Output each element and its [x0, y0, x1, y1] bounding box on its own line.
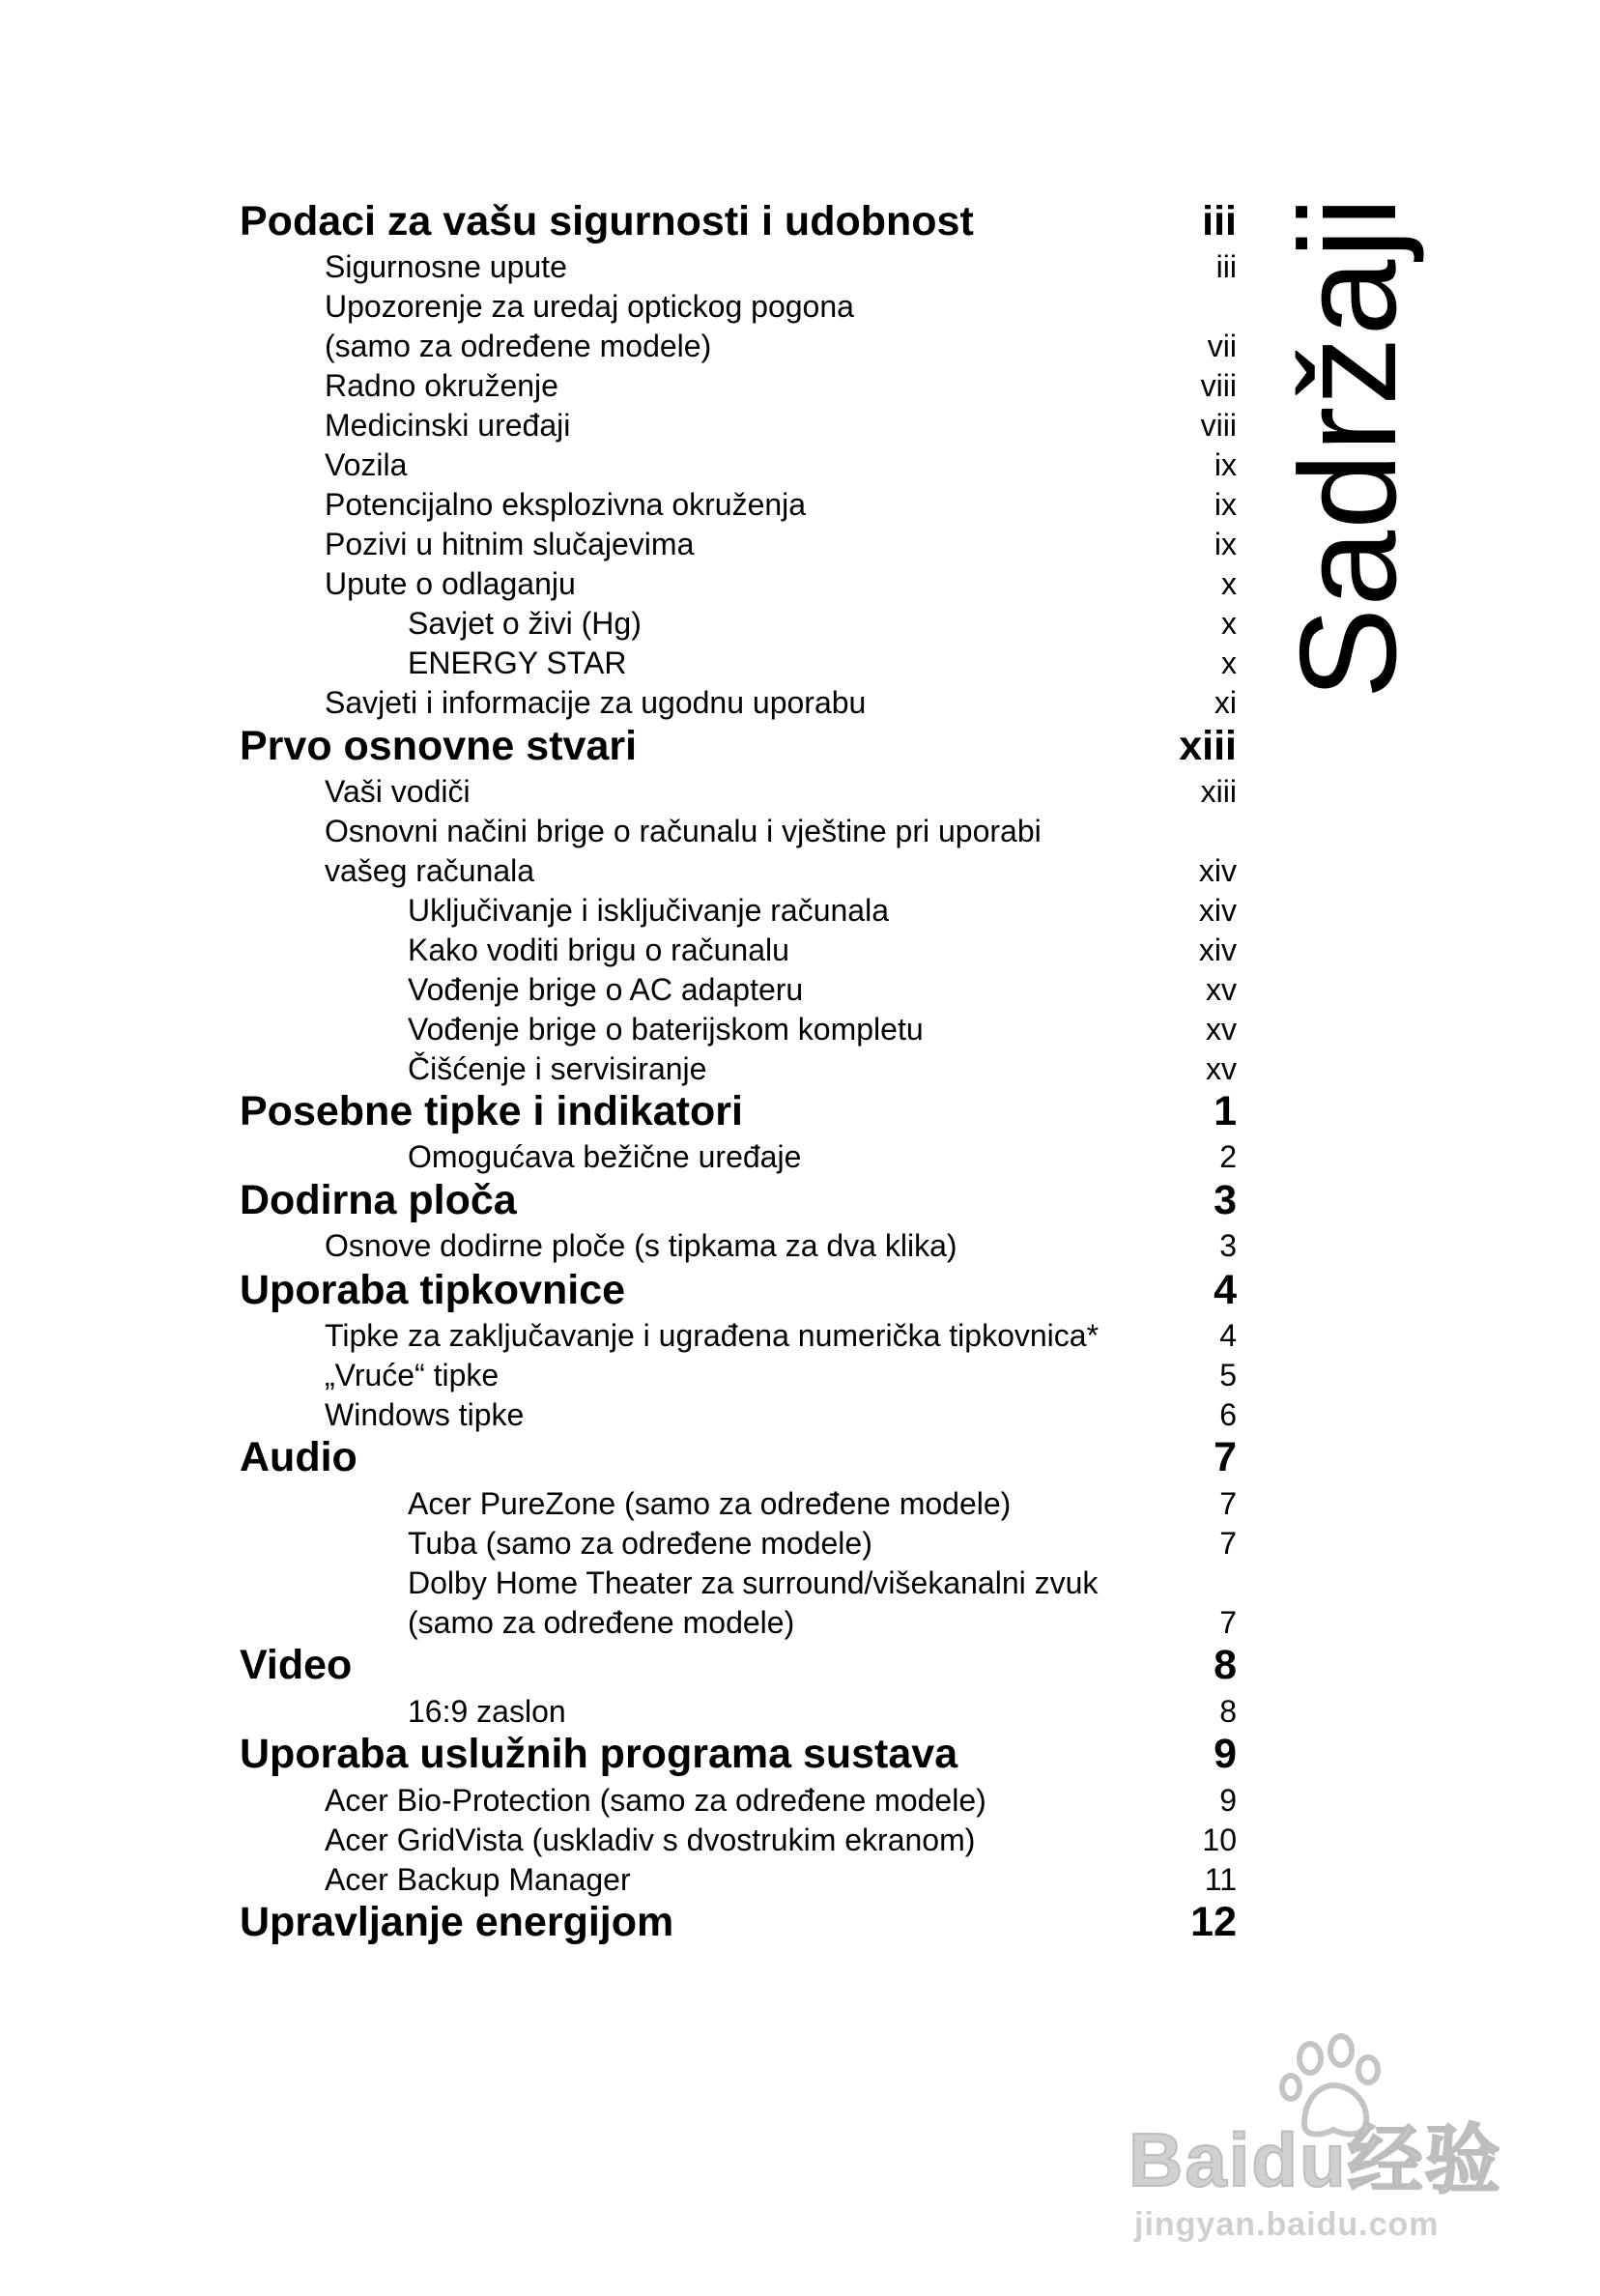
- toc-page-number: xiv: [1198, 933, 1237, 967]
- toc-entry: [0, 1564, 1600, 1602]
- toc-entry-title: Windows tipke: [325, 1397, 525, 1432]
- toc-entry-title: Osnovni načini brige o računalu i vještine pri uporabi: [325, 814, 1042, 848]
- toc-chapter-title: Uporaba uslužnih programa sustava: [240, 1731, 958, 1777]
- toc-page-number: viii: [1200, 408, 1237, 443]
- toc-entry-title: Savjeti i informacije za ugodnu uporabu: [325, 685, 867, 720]
- toc-page-number: x: [1221, 646, 1237, 680]
- toc-page-number: 4: [1214, 1267, 1237, 1313]
- toc-chapter-title: Podaci za vašu sigurnosti i udobnost: [240, 198, 974, 244]
- toc-entry-title: vašeg računala: [325, 853, 535, 888]
- toc-entry-title: Upozorenje za uredaj optickog pogona: [325, 289, 854, 324]
- toc-entry-title: Kako voditi brigu o računalu: [408, 933, 789, 967]
- toc-page-number: iii: [1202, 198, 1237, 244]
- toc-entry: [0, 851, 1600, 890]
- toc-page-number: ix: [1214, 487, 1237, 522]
- toc-chapter: [0, 1730, 1600, 1778]
- toc-entry-title: Osnove dodirne ploče (s tipkama za dva klika): [325, 1228, 957, 1263]
- toc-entry-title: Medicinski uređaji: [325, 408, 571, 443]
- toc-page-number: 5: [1219, 1358, 1237, 1392]
- toc-entry-title: Acer PureZone (samo za određene modele): [408, 1486, 1012, 1521]
- toc-entry-title: Acer Bio-Protection (samo za određene modele): [325, 1783, 986, 1818]
- toc-chapter: [0, 1433, 1600, 1481]
- toc-page-number: xiv: [1198, 893, 1237, 928]
- toc-entry: [0, 931, 1600, 969]
- toc-entry: [0, 1226, 1600, 1265]
- toc-page-number: ix: [1214, 447, 1237, 482]
- toc-entry-title: „Vruće“ tipke: [325, 1358, 500, 1392]
- toc-entry-title: Sigurnosne upute: [325, 249, 567, 284]
- toc-chapter: [0, 722, 1600, 770]
- toc-chapter-title: Dodirna ploča: [240, 1177, 517, 1223]
- toc-entry-title: Dolby Home Theater za surround/višekanalni zvuk: [408, 1565, 1099, 1600]
- toc-chapter-title: Audio: [240, 1434, 357, 1480]
- toc-entry-title: Tuba (samo za određene modele): [408, 1526, 872, 1561]
- toc-page-number: 8: [1214, 1642, 1237, 1688]
- toc-entry: [0, 1860, 1600, 1899]
- toc-page-number: 9: [1219, 1783, 1237, 1818]
- toc-chapter: [0, 1176, 1600, 1224]
- toc-entry: [0, 891, 1600, 930]
- toc-entry-title: ENERGY STAR: [408, 646, 627, 680]
- toc-page-number: 9: [1214, 1731, 1237, 1777]
- toc-entry-title: Vođenje brige o AC adapteru: [408, 972, 804, 1007]
- toc-entry: [0, 1603, 1600, 1642]
- toc-entry: [0, 1395, 1600, 1434]
- toc-entry: [0, 1524, 1600, 1563]
- toc-page-number: ix: [1214, 527, 1237, 561]
- toc-entry-title: Vozila: [325, 447, 408, 482]
- toc-page-number: 8: [1219, 1694, 1237, 1729]
- toc-entry-title: Radno okruženje: [325, 368, 558, 403]
- baidu-watermark: [1129, 2029, 1515, 2242]
- toc-page-number: 7: [1214, 1434, 1237, 1480]
- toc-entry-title: (samo za određene modele): [408, 1605, 795, 1640]
- toc-entry-title: Vođenje brige o baterijskom kompletu: [408, 1012, 924, 1047]
- toc-entry: [0, 772, 1600, 811]
- toc-entry-title: Savjet o živi (Hg): [408, 606, 642, 641]
- toc-page-number: xiii: [1179, 723, 1237, 769]
- toc-entry-title: Acer GridVista (uskladiv s dvostrukim ekranom): [325, 1822, 976, 1857]
- toc-entry-title: Tipke za zaključavanje i ugrađena numerička tipkovnica*: [325, 1318, 1100, 1353]
- toc-page-number: 4: [1219, 1318, 1237, 1353]
- toc-page-number: 2: [1219, 1139, 1237, 1174]
- toc-entry: [0, 970, 1600, 1009]
- toc-entry-title: Pozivi u hitnim slučajevima: [325, 527, 695, 561]
- toc-page-number: xi: [1214, 685, 1237, 720]
- toc-chapter: [0, 1266, 1600, 1314]
- toc-chapter-title: Upravljanje energijom: [240, 1899, 674, 1945]
- toc-page-number: iii: [1215, 249, 1237, 284]
- toc-page-number: x: [1221, 566, 1237, 601]
- toc-chapter-title: Video: [240, 1642, 353, 1688]
- toc-page-number: 11: [1204, 1862, 1237, 1897]
- toc-page-number: 1: [1214, 1088, 1237, 1134]
- side-title-text: Sadržaji: [1271, 195, 1425, 700]
- toc-page-number: xiii: [1200, 774, 1237, 809]
- toc-page-number: 7: [1219, 1605, 1237, 1640]
- toc-entry-title: Uključivanje i isključivanje računala: [408, 893, 889, 928]
- toc-page-number: vii: [1207, 329, 1237, 363]
- watermark-brand: Baidu经验: [1129, 2117, 1502, 2202]
- toc-chapter: [0, 1087, 1600, 1135]
- toc-entry-title: Vaši vodiči: [325, 774, 471, 809]
- toc-page-number: 3: [1219, 1228, 1237, 1263]
- toc-chapter: [0, 1898, 1600, 1946]
- toc-entry-title: Potencijalno eksplozivna okruženja: [325, 487, 807, 522]
- toc-entry: [0, 1692, 1600, 1731]
- toc-entry: [0, 1484, 1600, 1523]
- toc-entry: [0, 1781, 1600, 1820]
- toc-page-number: 3: [1214, 1177, 1237, 1223]
- toc-page-number: 10: [1202, 1822, 1237, 1857]
- toc-entry-title: Acer Backup Manager: [325, 1862, 631, 1897]
- toc-page-number: 12: [1190, 1899, 1237, 1945]
- section-side-title: [1271, 191, 1426, 703]
- toc-page-number: xiv: [1198, 853, 1237, 888]
- toc-page-number: x: [1221, 606, 1237, 641]
- toc-entry-title: Upute o odlaganju: [325, 566, 576, 601]
- toc-entry-title: 16:9 zaslon: [408, 1694, 566, 1729]
- toc-entry: [0, 1049, 1600, 1088]
- toc-page-number: viii: [1200, 368, 1237, 403]
- toc-entry: [0, 1137, 1600, 1176]
- watermark-url: jingyan.baidu.com: [1134, 2206, 1440, 2243]
- toc-page-number: xv: [1206, 1051, 1237, 1086]
- toc-page-number: 6: [1219, 1397, 1237, 1432]
- toc-entry-title: (samo za određene modele): [325, 329, 712, 363]
- toc-entry: [0, 812, 1600, 850]
- toc-entry-title: Čišćenje i servisiranje: [408, 1051, 707, 1086]
- toc-entry: [0, 1821, 1600, 1859]
- toc-page-number: xv: [1206, 972, 1237, 1007]
- toc-chapter-title: Posebne tipke i indikatori: [240, 1088, 743, 1134]
- toc-page-number: xv: [1206, 1012, 1237, 1047]
- toc-page-number: 7: [1219, 1526, 1237, 1561]
- toc-chapter: [0, 1641, 1600, 1689]
- toc-entry-title: Omogućava bežične uređaje: [408, 1139, 802, 1174]
- toc-entry: [0, 1356, 1600, 1394]
- toc-chapter-title: Uporaba tipkovnice: [240, 1267, 626, 1313]
- toc-page-number: 7: [1219, 1486, 1237, 1521]
- toc-entry: [0, 1316, 1600, 1355]
- toc-chapter-title: Prvo osnovne stvari: [240, 723, 638, 769]
- toc-entry: [0, 1010, 1600, 1048]
